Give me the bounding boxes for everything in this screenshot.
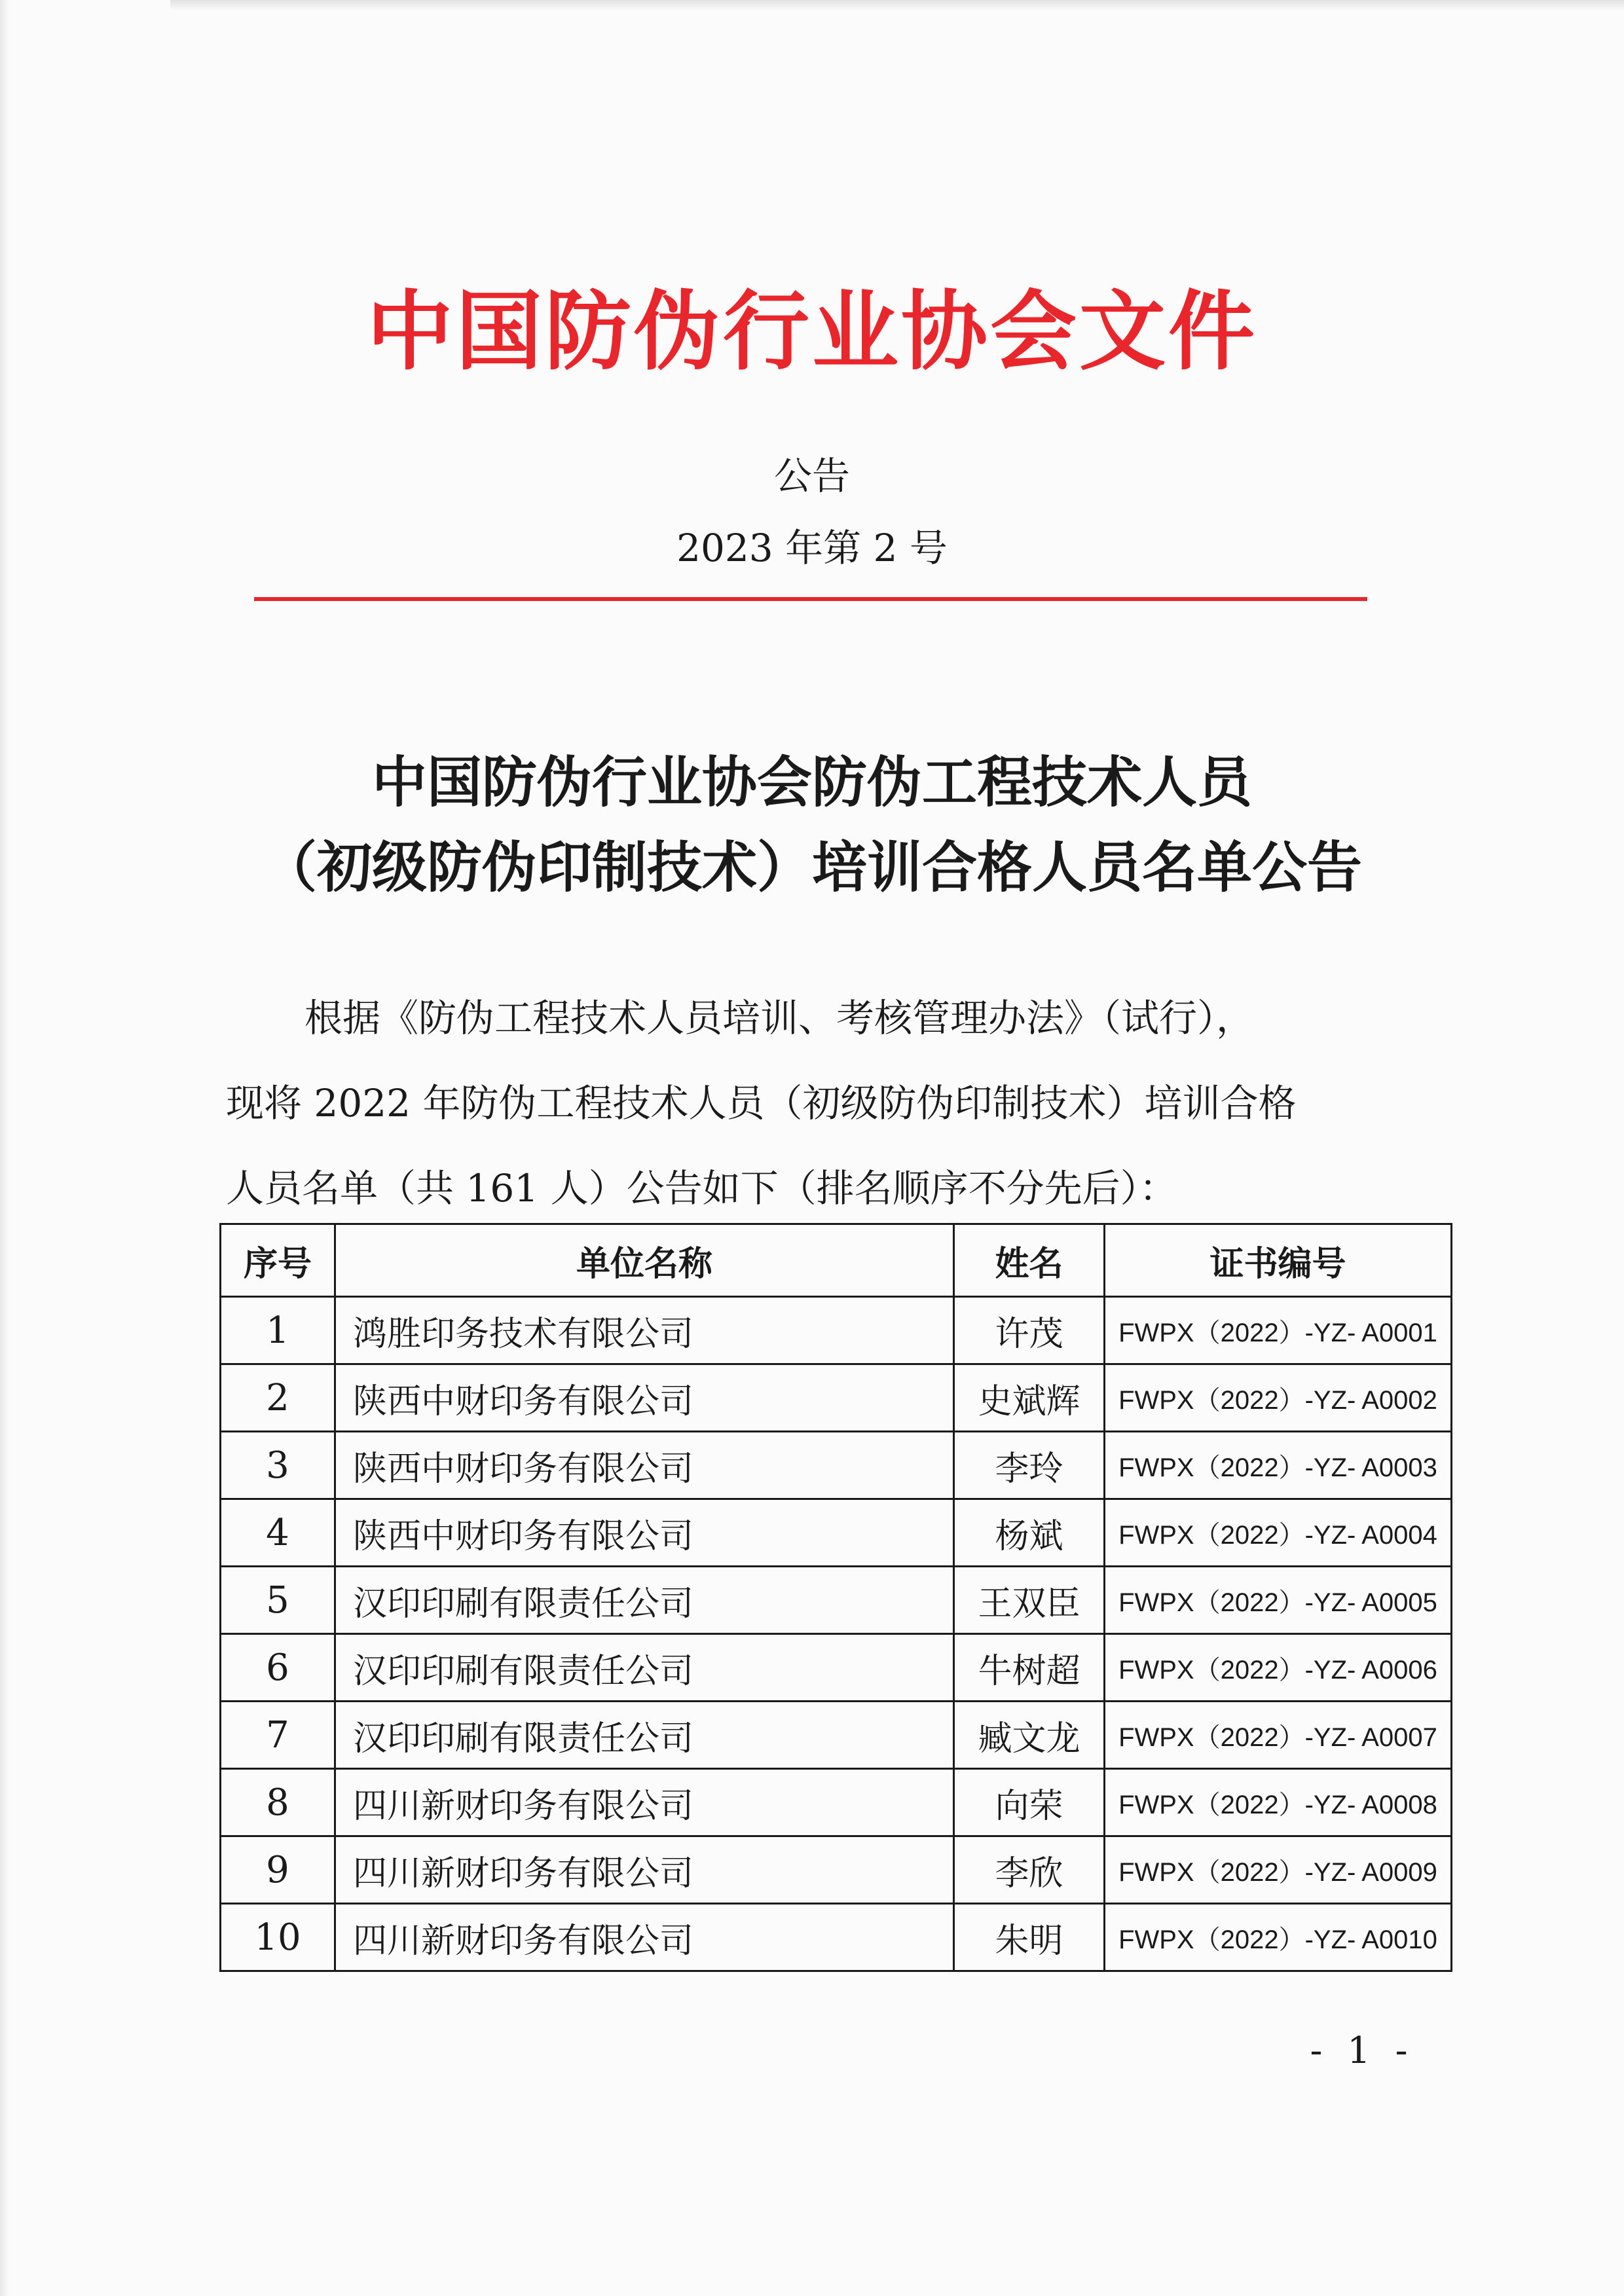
cell-name: 李玲	[954, 1432, 1105, 1499]
cell-name: 臧文龙	[954, 1702, 1105, 1769]
header-unit: 单位名称	[335, 1224, 954, 1297]
announcement-title	[196, 740, 1428, 910]
table-row	[221, 1364, 1452, 1432]
table-row	[221, 1836, 1452, 1904]
body-line-1: 根据《防伪工程技术人员培训、考核管理办法》（试行），	[304, 996, 1255, 1040]
page-number: - 1 -	[1310, 2030, 1414, 2072]
cell-unit: 四川新财印务有限公司	[335, 1769, 954, 1836]
cell-seq: 5	[221, 1567, 335, 1634]
cell-unit: 四川新财印务有限公司	[335, 1836, 954, 1904]
cell-unit: 陕西中财印务有限公司	[335, 1364, 954, 1432]
cell-cert: FWPX（2022）-YZ- A0007	[1105, 1702, 1452, 1769]
cell-unit: 四川新财印务有限公司	[335, 1904, 954, 1971]
cell-unit: 陕西中财印务有限公司	[335, 1499, 954, 1567]
body-paragraph	[226, 975, 1431, 1231]
cell-cert: FWPX（2022）-YZ- A0002	[1105, 1364, 1452, 1432]
cell-seq: 3	[221, 1432, 335, 1499]
table-row	[221, 1297, 1452, 1364]
cell-seq: 2	[221, 1364, 335, 1432]
header-seq: 序号	[221, 1224, 335, 1297]
table-row	[221, 1634, 1452, 1702]
table-row	[221, 1567, 1452, 1634]
title-line-1: 中国防伪行业协会防伪工程技术人员	[371, 750, 1252, 814]
cell-cert: FWPX（2022）-YZ- A0009	[1105, 1836, 1452, 1904]
cell-cert: FWPX（2022）-YZ- A0010	[1105, 1904, 1452, 1971]
cell-name: 许茂	[954, 1297, 1105, 1364]
body-line-3: 人员名单（共 161 人）公告如下（排名顺序不分先后）：	[226, 1166, 1177, 1211]
scan-edge-top	[170, 0, 1624, 10]
cell-seq: 7	[221, 1702, 335, 1769]
qualified-personnel-table	[219, 1223, 1452, 1972]
cell-cert: FWPX（2022）-YZ- A0006	[1105, 1634, 1452, 1702]
header-cert: 证书编号	[1105, 1224, 1452, 1297]
cell-seq: 1	[221, 1297, 335, 1364]
cell-name: 杨斌	[954, 1499, 1105, 1567]
body-line-2: 现将 2022 年防伪工程技术人员（初级防伪印制技术）培训合格	[226, 1081, 1297, 1125]
cell-unit: 汉印印刷有限责任公司	[335, 1567, 954, 1634]
cell-cert: FWPX（2022）-YZ- A0005	[1105, 1567, 1452, 1634]
cell-cert: FWPX（2022）-YZ- A0004	[1105, 1499, 1452, 1567]
table-row	[221, 1499, 1452, 1567]
scan-edge-left	[0, 0, 9, 2296]
cell-unit: 陕西中财印务有限公司	[335, 1432, 954, 1499]
cell-seq: 4	[221, 1499, 335, 1567]
notice-type: 公告	[773, 454, 850, 498]
cell-seq: 6	[221, 1634, 335, 1702]
cell-name: 向荣	[954, 1769, 1105, 1836]
document-number: 2023 年第 2 号	[676, 526, 948, 570]
table-header-row	[221, 1224, 1452, 1297]
cell-name: 李欣	[954, 1836, 1105, 1904]
table-row	[221, 1769, 1452, 1836]
cell-name: 史斌辉	[954, 1364, 1105, 1432]
cell-unit: 鸿胜印务技术有限公司	[335, 1297, 954, 1364]
cell-seq: 9	[221, 1836, 335, 1904]
cell-cert: FWPX（2022）-YZ- A0003	[1105, 1432, 1452, 1499]
cell-name: 牛树超	[954, 1634, 1105, 1702]
cell-unit: 汉印印刷有限责任公司	[335, 1634, 954, 1702]
cell-name: 朱明	[954, 1904, 1105, 1971]
cell-name: 王双臣	[954, 1567, 1105, 1634]
cell-seq: 10	[221, 1904, 335, 1971]
cell-unit: 汉印印刷有限责任公司	[335, 1702, 954, 1769]
red-divider-line	[254, 597, 1367, 601]
cell-cert: FWPX（2022）-YZ- A0001	[1105, 1297, 1452, 1364]
table-row	[221, 1702, 1452, 1769]
header-name: 姓名	[954, 1224, 1105, 1297]
cell-cert: FWPX（2022）-YZ- A0008	[1105, 1769, 1452, 1836]
masthead-title: 中国防伪行业协会文件	[367, 281, 1257, 382]
cell-seq: 8	[221, 1769, 335, 1836]
table-row	[221, 1904, 1452, 1971]
title-line-2: （初级防伪印制技术）培训合格人员名单公告	[261, 835, 1362, 900]
table-row	[221, 1432, 1452, 1499]
